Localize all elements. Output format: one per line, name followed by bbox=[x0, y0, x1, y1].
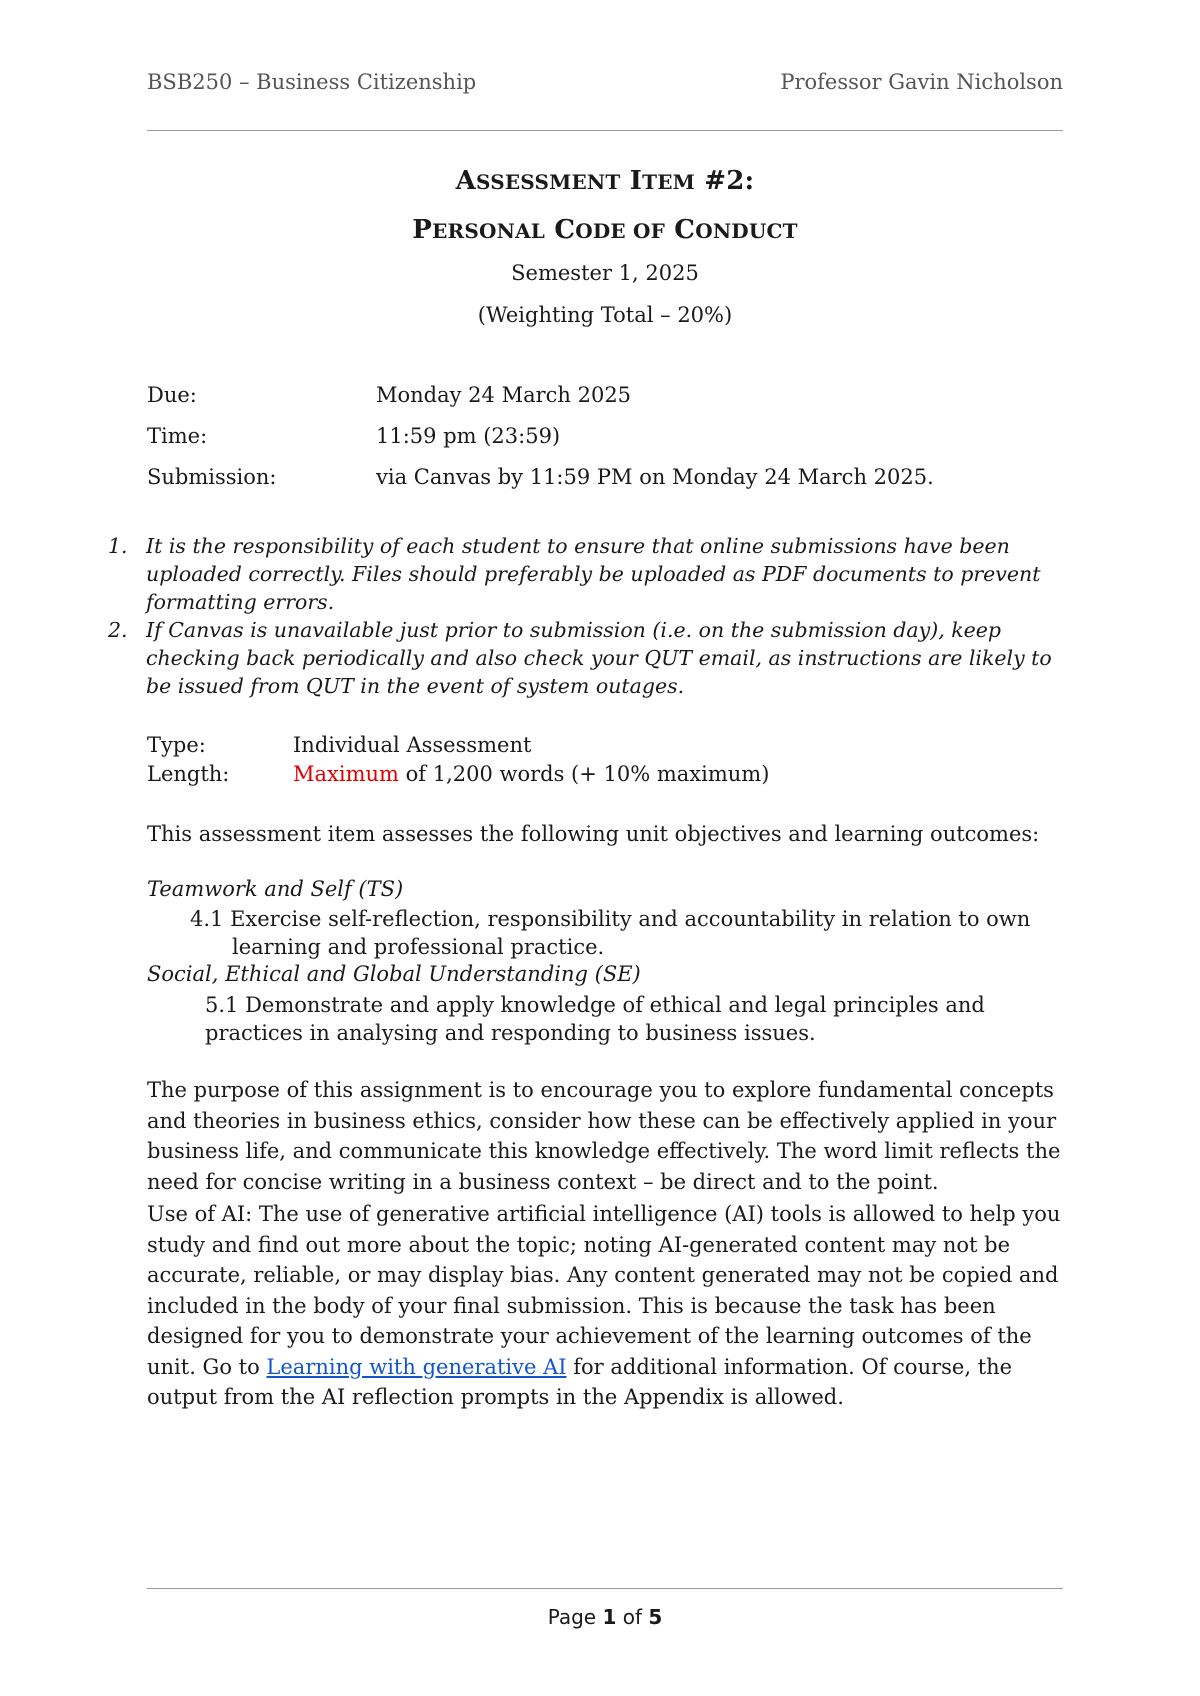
ai-use-text: Use of AI: The use of generative artificial intelligence (AI) tools is allowed to help you study and find out more about the topic; noting AI-generated content may not be accurate, reliable, or may display bias. Any content generated may not be copied and included in the body of your final submission. This is because the task has been designed for you to demonstrate your achievement of the learning outcomes of the unit. Go to bbox=[147, 1202, 1061, 1379]
list-item bbox=[108, 532, 1068, 616]
time-value: 11:59 pm (23:59) bbox=[376, 424, 561, 448]
title-letter: C bbox=[554, 215, 576, 245]
page-footer bbox=[147, 1605, 1063, 1629]
page-header bbox=[147, 70, 1063, 106]
assessment-subtitle bbox=[147, 215, 1063, 245]
title-smallcaps: TEM bbox=[642, 170, 696, 194]
submission-value: via Canvas by 11:59 PM on Monday 24 March 2025. bbox=[376, 465, 934, 489]
professor-name: Professor Gavin Nicholson bbox=[780, 70, 1063, 94]
due-label: Due: bbox=[147, 383, 197, 407]
list-text: If Canvas is unavailable just prior to submission (i.e. on the submission day), keep checking back periodically and also check your QUT email, as instructions are likely to be issued from QUT in the event of system outages. bbox=[146, 618, 1052, 698]
ts-outcome: 4.1 Exercise self-reflection, responsibility and accountability in relation to own learning and professional practice. bbox=[190, 907, 1031, 959]
time-row bbox=[147, 424, 561, 448]
length-value bbox=[293, 762, 769, 786]
submission-notes bbox=[108, 532, 1068, 700]
title-letter: A bbox=[455, 166, 476, 196]
weighting-label: (Weighting Total – 20%) bbox=[477, 303, 733, 327]
due-value: Monday 24 March 2025 bbox=[376, 383, 632, 407]
header-divider bbox=[147, 130, 1063, 131]
page-total: 5 bbox=[648, 1605, 663, 1629]
list-item bbox=[108, 616, 1068, 700]
assessment-title bbox=[147, 166, 1063, 196]
course-name: BSB250 – Business Citizenship bbox=[147, 70, 477, 94]
length-row bbox=[147, 762, 770, 786]
title-smallcaps: ERSONAL bbox=[432, 219, 546, 243]
title-smallcaps: ODE OF bbox=[575, 219, 666, 243]
footer-divider bbox=[147, 1588, 1063, 1589]
list-text: It is the responsibility of each student to ensure that online submissions have been uploaded correctly. Files should preferably be uploaded as PDF documents to prevent formatting errors. bbox=[146, 534, 1041, 614]
title-number: #2: bbox=[704, 166, 755, 196]
purpose-paragraph: The purpose of this assignment is to encourage you to explore fundamental concepts and theories in business ethics, consider how these can be effectively applied in your business life, and communicate this knowledge effectively. The word limit reflects the need for concise writing in a business context – be direct and to the point. bbox=[147, 1078, 1061, 1194]
objectives-intro: This assessment item assesses the following unit objectives and learning outcomes: bbox=[147, 822, 1040, 846]
of-word: of bbox=[616, 1605, 649, 1629]
type-value: Individual Assessment bbox=[293, 733, 532, 757]
page-word: Page bbox=[547, 1605, 603, 1629]
submission-row bbox=[147, 465, 934, 489]
ai-use-text-after: for additional information. Of course, the output from the AI reflection prompts in the Appendix is allowed. bbox=[147, 1354, 1013, 1409]
page-current: 1 bbox=[602, 1605, 617, 1629]
ts-heading: Teamwork and Self (TS) bbox=[147, 877, 404, 901]
due-row bbox=[147, 383, 632, 407]
list-number: 2. bbox=[108, 618, 128, 642]
learning-with-ai-link[interactable]: Learning with generative AI bbox=[266, 1354, 567, 1379]
length-rest: of 1,200 words (+ 10% maximum) bbox=[398, 762, 770, 786]
se-outcome: 5.1 Demonstrate and apply knowledge of ethical and legal principles and practices in analysing and responding to business issues. bbox=[205, 993, 985, 1045]
submission-label: Submission: bbox=[147, 465, 277, 489]
type-row bbox=[147, 733, 532, 757]
list-number: 1. bbox=[108, 534, 128, 558]
title-letter: C bbox=[674, 215, 696, 245]
time-label: Time: bbox=[147, 424, 208, 448]
ai-use-paragraph bbox=[147, 1199, 1072, 1413]
se-heading: Social, Ethical and Global Understanding (SE) bbox=[147, 962, 641, 986]
title-smallcaps: SSESSMENT bbox=[476, 170, 621, 194]
type-label: Type: bbox=[147, 733, 206, 757]
title-smallcaps: ONDUCT bbox=[695, 219, 798, 243]
title-letter: P bbox=[412, 215, 433, 245]
title-letter: I bbox=[629, 166, 643, 196]
semester-label: Semester 1, 2025 bbox=[511, 261, 699, 285]
length-highlight: Maximum bbox=[293, 762, 399, 786]
length-label: Length: bbox=[147, 762, 230, 786]
